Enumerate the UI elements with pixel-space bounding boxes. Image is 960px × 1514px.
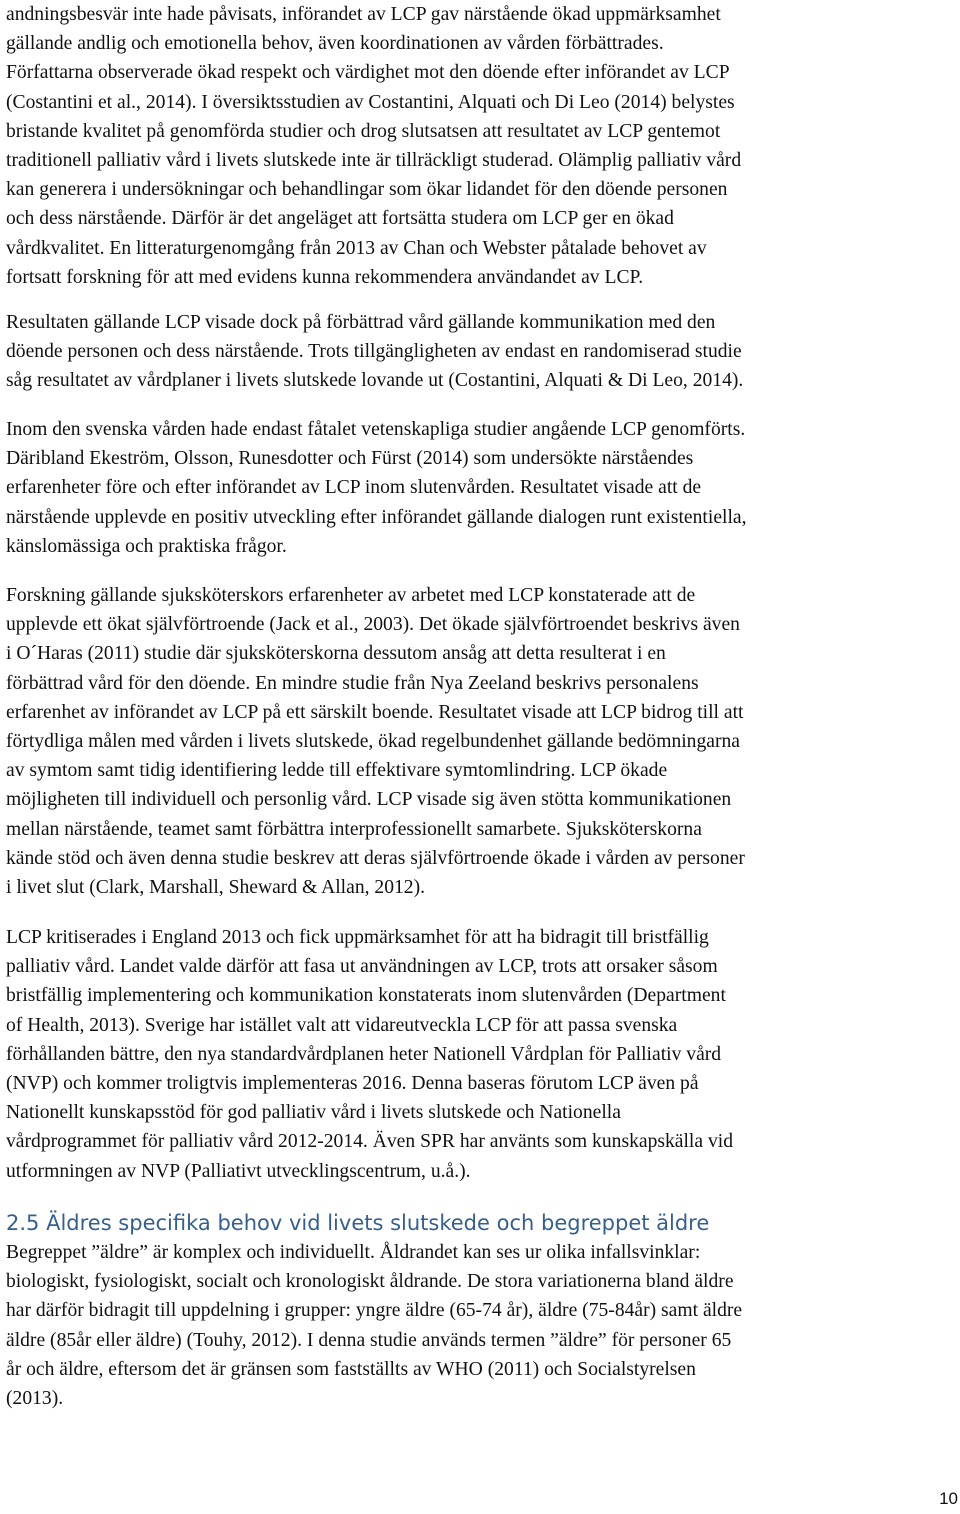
text-line: mellan närstående, teamet samt förbättra interprofessionellt samarbete. Sjuksköterskorna — [6, 818, 702, 840]
text-line: (2013). — [6, 1388, 64, 1410]
text-line: har därför bidragit till uppdelning i grupper: yngre äldre (65-74 år), äldre (75-84år) samt äldre — [6, 1300, 743, 1322]
text-line: bristfällig implementering och kommunikation konstaterats inom slutenvården (Department — [6, 985, 726, 1007]
text-line: gällande andlig och emotionella behov, även koordinationen av vården förbättrades. — [6, 33, 664, 55]
text-line: år och äldre, eftersom det är gränsen som fastställts av WHO (2011) och Socialstyrelsen — [6, 1358, 696, 1380]
text-line: erfarenheter före och efter införandet av LCP inom slutenvården. Resultatet visade att de — [6, 477, 702, 499]
text-line: döende personen och dess närstående. Trots tillgängligheten av endast en randomiserad studie — [6, 341, 742, 363]
paragraph-nurse-experiences — [6, 581, 958, 902]
paragraph-swedish-studies — [6, 415, 958, 561]
text-line: Inom den svenska vården hade endast fåtalet vetenskapliga studier angående LCP genomförts. — [6, 419, 746, 440]
text-line: Resultaten gällande LCP visade dock på förbättrad vård gällande kommunikation med den — [6, 312, 716, 333]
text-line: upplevde ett ökat självförtroende (Jack et al., 2003). Det ökade självförtroendet beskrivs även — [6, 614, 740, 636]
text-line: i livet slut (Clark, Marshall, Sheward & Allan, 2012). — [6, 877, 426, 899]
paragraph-elderly-definition — [6, 1238, 958, 1413]
text-line: kände stöd och även denna studie beskrev att deras självförtroende ökade i vården av personer — [6, 847, 745, 869]
text-line: känslomässiga och praktiska frågor. — [6, 535, 287, 557]
text-line: Nationellt kunskapsstöd för god palliativ vård i livets slutskede och Nationella — [6, 1102, 621, 1124]
paragraph-lcp-criticism — [6, 923, 958, 1186]
text-line: i O´Haras (2011) studie där sjuksköterskorna dessutom ansåg att detta resulterat i en — [6, 643, 666, 665]
page-number: 10 — [939, 1489, 958, 1508]
text-line: palliativ vård. Landet valde därför att fasa ut användningen av LCP, trots att orsaker såsom — [6, 956, 718, 978]
text-line: närstående upplevde en positiv utveckling efter införandet gällande dialogen runt existentiella, — [6, 506, 747, 528]
text-line: Författarna observerade ökad respekt och värdighet mot den döende efter införandet av LCP — [6, 62, 730, 84]
text-line: såg resultatet av vårdplaner i livets slutskede lovande ut (Costantini, Alquati & Di Leo, 2014). — [6, 370, 744, 392]
text-line: kan generera i undersökningar och behandlingar som ökar lidandet för den döende personen — [6, 179, 728, 201]
text-line: erfarenhet av införandet av LCP på ett särskilt boende. Resultatet visade att LCP bidrog till att — [6, 701, 744, 723]
text-line: Forskning gällande sjuksköterskors erfarenheter av arbetet med LCP konstaterade att de — [6, 585, 696, 606]
text-line: och dess närstående. Därför är det angeläget att fortsätta studera om LCP ger en ökad — [6, 208, 674, 230]
text-line: vårdkvalitet. En litteraturgenomgång från 2013 av Chan och Webster påtalade behovet av — [6, 237, 707, 259]
text-line: Begreppet ”äldre” är komplex och individuellt. Åldrandet kan ses ur olika infallsvinklar: — [6, 1242, 701, 1263]
text-line: fortsatt forskning för att med evidens kunna rekommendera användandet av LCP. — [6, 266, 644, 288]
text-line: förbättrad vård för den döende. En mindre studie från Nya Zeeland beskrivs personalens — [6, 672, 699, 694]
text-line: utformningen av NVP (Palliativt utvecklingscentrum, u.å.). — [6, 1160, 471, 1182]
section-heading: 2.5 Äldres specifika behov vid livets slutskede och begreppet äldre — [6, 1211, 710, 1235]
text-line: (NVP) och kommer troligtvis implementeras 2016. Denna baseras förutom LCP även på — [6, 1073, 699, 1095]
text-line: bristande kvalitet på genomförda studier och drog slutsatsen att resultatet av LCP gentemot — [6, 120, 721, 142]
paragraph-lcp-evidence — [6, 0, 958, 292]
text-line: förtydliga målen med vården i livets slutskede, ökad regelbundenhet gällande bedömningarna — [6, 731, 740, 753]
text-line: traditionell palliativ vård i livets slutskede inte är tillräckligt studerad. Olämplig palliativ vård — [6, 150, 742, 172]
text-line: vårdprogrammet för palliativ vård 2012-2014. Även SPR har använts som kunskapskälla vid — [6, 1131, 734, 1153]
text-line: biologiskt, fysiologiskt, socialt och kronologiskt åldrande. De stora variationerna bland äldre — [6, 1271, 734, 1293]
text-line: of Health, 2013). Sverige har istället valt att vidareutveckla LCP för att passa svenska — [6, 1014, 678, 1036]
text-line: Däribland Ekeström, Olsson, Runesdotter och Fürst (2014) som undersökte närståendes — [6, 448, 694, 470]
paragraph-lcp-communication — [6, 308, 958, 396]
text-line: förhållanden bättre, den nya standardvårdplanen heter Nationell Vårdplan för Palliativ vård — [6, 1043, 722, 1065]
text-line: (Costantini et al., 2014). I översiktsstudien av Costantini, Alquati och Di Leo (2014) belystes — [6, 91, 735, 113]
text-line: av symtom samt tidig identifiering ledde till effektivare symtomlindring. LCP ökade — [6, 760, 668, 782]
text-line: LCP kritiserades i England 2013 och fick uppmärksamhet för att ha bidragit till bristfällig — [6, 927, 709, 948]
text-line: möjligheten till individuell och personlig vård. LCP visade sig även stötta kommunikationen — [6, 789, 732, 811]
text-line: andningsbesvär inte hade påvisats, införandet av LCP gav närstående ökad uppmärksamhet — [6, 4, 721, 25]
text-line: äldre (85år eller äldre) (Touhy, 2012). I denna studie används termen ”äldre” för personer 65 — [6, 1329, 732, 1351]
